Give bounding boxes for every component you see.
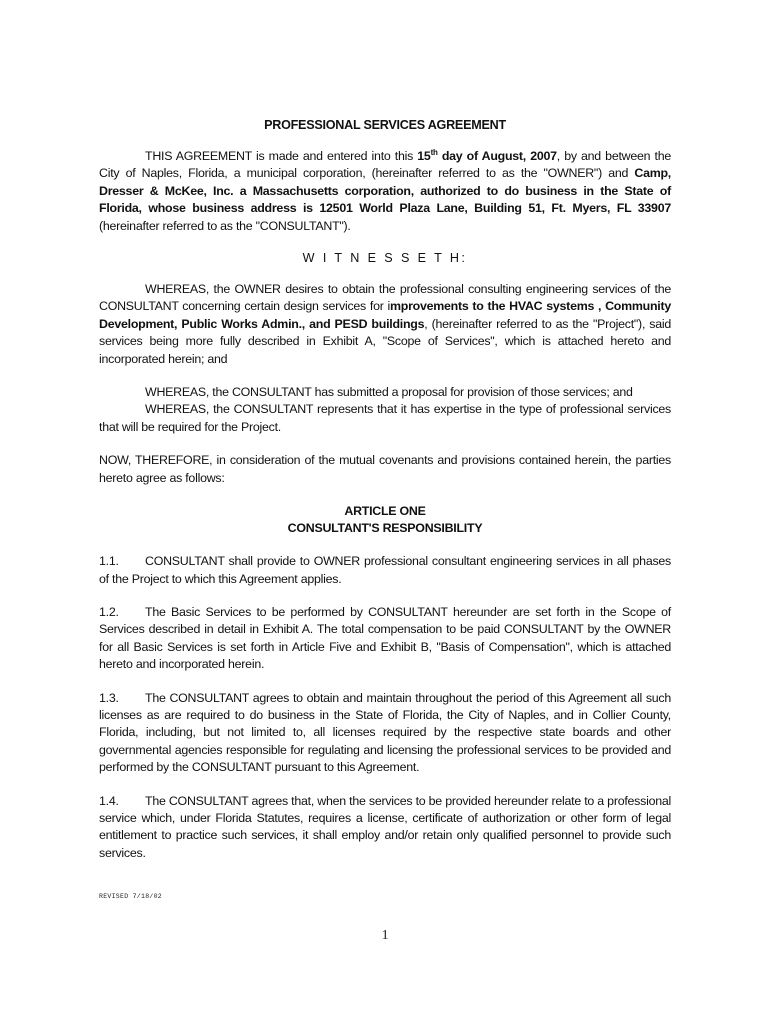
- section-1-3: [99, 690, 671, 777]
- intro-text-3: (hereinafter referred to as the "CONSULTANT").: [99, 218, 351, 233]
- article-heading: [99, 503, 671, 537]
- now-therefore-paragraph: NOW, THEREFORE, in consideration of the mutual covenants and provisions contained herein, the parties hereto agree as follows:: [99, 453, 671, 485]
- section-number: 1.2.: [99, 604, 119, 619]
- section-text: The Basic Services to be performed by CONSULTANT hereunder are set forth in the Scope of Services described in detail in Exhibit A. The total compensation to be paid CONSULTANT by the OWNER for all Basic Services is set forth in Article Five and Exhibit B, "Basis of Compensation", which is attached hereto and incorporated herein.: [99, 604, 671, 672]
- section-1-2: [99, 604, 671, 674]
- intro-date: day of August, 2007: [437, 149, 557, 163]
- intro-text-1: THIS AGREEMENT is made and entered into this: [145, 149, 418, 163]
- whereas-paragraph-3: WHEREAS, the CONSULTANT represents that it has expertise in the type of professional services that will be required for the Project.: [99, 402, 671, 434]
- article-subtitle: CONSULTANT'S RESPONSIBILITY: [287, 521, 483, 536]
- intro-day: [417, 149, 557, 163]
- intro-consultant: Camp, Dresser & McKee, Inc. a Massachusetts corporation, authorized to do business in the State of Florida, whose business address is 12501 World Plaza Lane, Building 51, Ft. Myers, FL 33907: [99, 166, 671, 216]
- section-number: 1.4.: [99, 793, 119, 808]
- whereas1-project: mprovements to the HVAC systems , Community Development, Public Works Admin., and PESD buildings: [99, 299, 671, 331]
- whereas1-text-2: , (hereinafter referred to as the "Project"), said services being more fully described in Exhibit A, "Scope of Services", which is attached hereto and incorporated herein; and: [99, 316, 672, 366]
- section-text: The CONSULTANT agrees to obtain and maintain throughout the period of this Agreement all such licenses as are required to do business in the State of Florida, the City of Naples, and in Collier County, Florida, including, but not limited to, all licenses required by the respective state boards and other governmental agencies responsible for regulating and licensing the professional services to be provided and performed by the CONSULTANT pursuant to this Agreement.: [99, 690, 671, 775]
- section-1-1: [99, 553, 671, 588]
- whereas-paragraph-1: [99, 281, 671, 368]
- section-text: CONSULTANT shall provide to OWNER professional consultant engineering services in all phases of the Project to which this Agreement applies.: [99, 554, 671, 586]
- article-title: ARTICLE ONE: [344, 504, 426, 519]
- document-body: [99, 118, 671, 878]
- witnesseth-heading: W I T N E S S E T H:: [302, 251, 468, 266]
- section-1-4: [99, 793, 671, 863]
- revision-note: REVISED 7/18/02: [99, 893, 163, 900]
- whereas1-text-1: WHEREAS, the OWNER desires to obtain the professional consulting engineering services of the CONSULTANT concerning certain design services for i: [99, 282, 671, 314]
- section-number: 1.3.: [99, 690, 119, 705]
- whereas-paragraph-2: WHEREAS, the CONSULTANT has submitted a proposal for provision of those services; and: [145, 385, 633, 400]
- intro-day-suffix: th: [430, 147, 438, 157]
- intro-day-number: 15: [417, 149, 431, 163]
- intro-paragraph: [99, 148, 671, 235]
- section-number: 1.1.: [99, 554, 119, 569]
- section-text: The CONSULTANT agrees that, when the services to be provided hereunder relate to a professional service which, under Florida Statutes, requires a license, certificate of authorization or other form of legal entitlement to practice such services, it shall employ and/or retain only qualified personnel to provide such services.: [99, 793, 671, 860]
- document-title: PROFESSIONAL SERVICES AGREEMENT: [264, 118, 506, 132]
- page-number: 1: [381, 928, 389, 943]
- intro-text-2: , by and between the City of Naples, Florida, a municipal corporation, (hereinafter referred to as the "OWNER") and: [99, 149, 671, 181]
